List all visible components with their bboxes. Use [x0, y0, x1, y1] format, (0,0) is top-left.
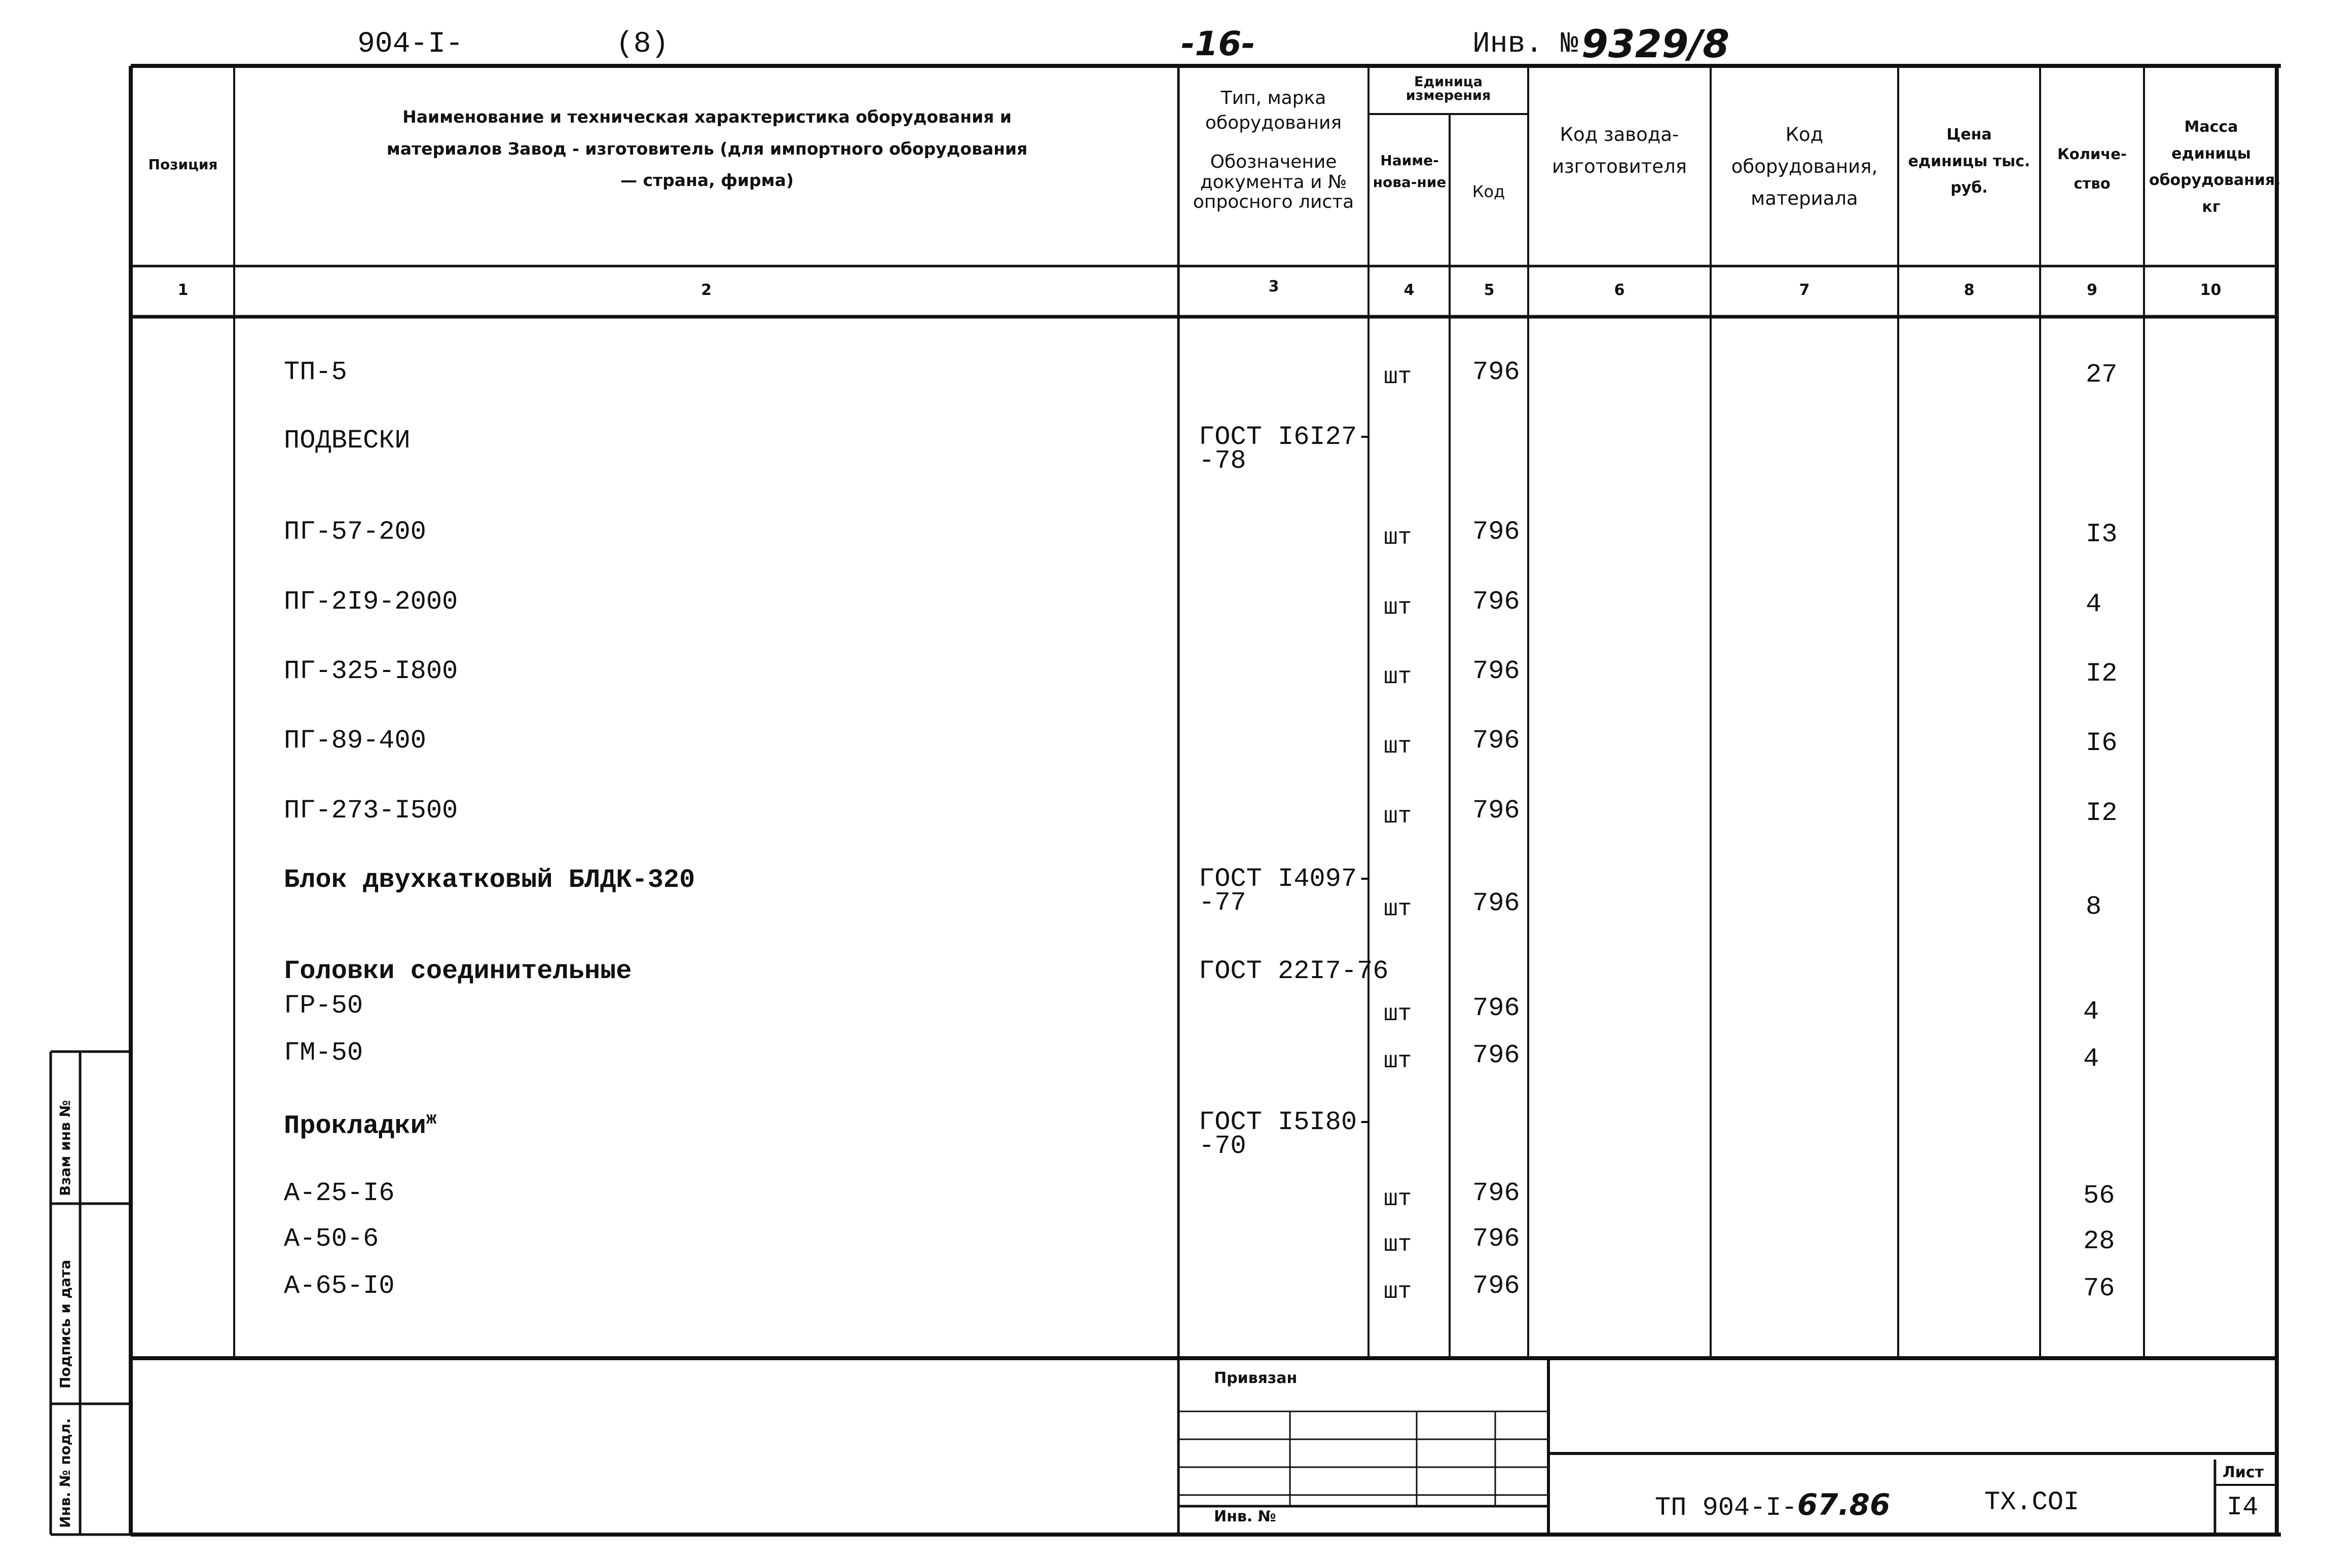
- column-number: 1: [177, 281, 189, 299]
- column-number: 10: [2200, 281, 2222, 299]
- footnote-mark: ж: [426, 1110, 437, 1129]
- item-name: ПГ-57-200: [284, 517, 426, 547]
- column-number: 7: [1799, 281, 1810, 299]
- page-number: -16-: [1181, 24, 1255, 63]
- header-position: Позиция: [148, 156, 218, 173]
- column-number: 5: [1484, 281, 1495, 299]
- item-name: ГР-50: [284, 991, 363, 1021]
- item-name: ТП-5: [284, 357, 347, 387]
- unit-code: 796: [1472, 1224, 1520, 1254]
- side-label-podpis: Подпись и дата: [57, 1259, 73, 1389]
- unit-name: шт: [1384, 803, 1412, 830]
- column-number: 4: [1403, 281, 1415, 299]
- item-name: ПГ-89-400: [284, 726, 426, 756]
- inventory-number: 9329/8: [1581, 21, 1730, 66]
- unit-name: шт: [1384, 525, 1412, 551]
- quantity: 76: [2083, 1274, 2115, 1303]
- header-unit-name: Наиме-нова-ние: [1373, 152, 1447, 191]
- sheet-number: I4: [2227, 1492, 2259, 1522]
- item-name: ГМ-50: [284, 1038, 363, 1068]
- document-code: ТП 904-I-67.86: [1655, 1487, 1891, 1523]
- unit-code: 796: [1472, 1040, 1520, 1070]
- column-number: 8: [1964, 281, 1975, 299]
- unit-name: шт: [1384, 364, 1412, 390]
- header-price: Цена единицы тыс. руб.: [1908, 126, 2030, 197]
- quantity: 27: [2086, 360, 2118, 390]
- quantity: 28: [2083, 1226, 2115, 1256]
- item-name: А-25-I6: [284, 1178, 395, 1208]
- unit-name: шт: [1384, 664, 1412, 690]
- document-code-handwritten: 67.86: [1797, 1487, 1891, 1522]
- sheet-label: Лист: [2223, 1464, 2264, 1481]
- side-label-inv-podl: Инв. № подл.: [57, 1418, 73, 1528]
- header-name: Наименование и техническая характеристика оборудования и материалов Завод - изготовитель (для импортного оборудования— страна, фирма): [386, 107, 1028, 191]
- stamp-privyazan: Привязан: [1214, 1369, 1298, 1387]
- item-name: ПГ-325-I800: [284, 656, 458, 686]
- unit-name: шт: [1384, 594, 1412, 621]
- header-unit: Единица измерения: [1406, 74, 1491, 103]
- item-name: Головки соединительные: [284, 956, 632, 986]
- document-number: ГОСТ 22I7-76: [1199, 956, 1389, 986]
- unit-code: 796: [1472, 357, 1520, 387]
- column-number: 9: [2087, 281, 2097, 299]
- quantity: I2: [2086, 798, 2118, 828]
- unit-code: 796: [1472, 656, 1520, 686]
- header-document: Обозначение документа и № опросного листа: [1193, 152, 1354, 213]
- unit-name: шт: [1384, 733, 1412, 760]
- quantity: 56: [2083, 1181, 2115, 1211]
- quantity: 4: [2083, 997, 2099, 1027]
- quantity: 4: [2086, 589, 2102, 619]
- unit-name: шт: [1384, 1279, 1412, 1305]
- unit-code: 796: [1472, 587, 1520, 617]
- quantity: 4: [2083, 1044, 2099, 1074]
- column-number: 6: [1614, 281, 1625, 299]
- item-name: ПГ-2I9-2000: [284, 587, 458, 617]
- header-quantity: Количе-ство: [2057, 145, 2127, 192]
- quantity: I2: [2086, 659, 2118, 689]
- inventory-label: Инв. №: [1472, 28, 1578, 61]
- unit-code: 796: [1472, 517, 1520, 547]
- part-number: (8): [616, 28, 669, 61]
- unit-name: шт: [1384, 896, 1412, 922]
- unit-code: 796: [1472, 888, 1520, 918]
- unit-code: 796: [1472, 1178, 1520, 1208]
- header-equipment-code: Код оборудования, материала: [1731, 124, 1878, 209]
- item-name: А-50-6: [284, 1224, 379, 1254]
- document-number: ГОСТ I4097- -77: [1199, 864, 1373, 918]
- unit-name: шт: [1384, 1231, 1412, 1258]
- item-name: Блок двухкатковый БЛДК-320: [284, 865, 695, 895]
- document-number: ГОСТ I6I27- -78: [1199, 422, 1373, 476]
- item-name: Прокладки$^ж$: [284, 1110, 437, 1141]
- header-mass: Масса единицы оборудования, кг: [2149, 118, 2281, 216]
- unit-name: шт: [1384, 1048, 1412, 1074]
- header-unit-code: Код: [1472, 182, 1505, 201]
- document-code-suffix: ТХ.СОI: [1984, 1487, 2080, 1517]
- unit-name: шт: [1384, 1001, 1412, 1027]
- quantity: I3: [2086, 519, 2118, 549]
- document-number: ГОСТ I5I80- -70: [1199, 1107, 1373, 1161]
- column-number: 3: [1268, 278, 1279, 295]
- stamp-inventory: Инв. №: [1214, 1508, 1276, 1525]
- unit-code: 796: [1472, 726, 1520, 756]
- quantity: 8: [2086, 892, 2102, 922]
- header-manufacturer-code: Код завода-изготовителя: [1551, 124, 1687, 177]
- series-number: 904-I-: [357, 28, 463, 61]
- unit-code: 796: [1472, 993, 1520, 1023]
- item-name: ПОДВЕСКИ: [284, 426, 411, 456]
- unit-code: 796: [1472, 1271, 1520, 1301]
- item-name: А-65-I0: [284, 1271, 395, 1301]
- column-number: 2: [701, 281, 712, 299]
- unit-name: шт: [1384, 1186, 1412, 1212]
- unit-code: 796: [1472, 796, 1520, 826]
- item-name: ПГ-273-I500: [284, 796, 458, 826]
- quantity: I6: [2086, 728, 2118, 758]
- side-label-vzam: Взам инв №: [57, 1100, 73, 1196]
- header-type: Тип, марка оборудования: [1205, 88, 1342, 133]
